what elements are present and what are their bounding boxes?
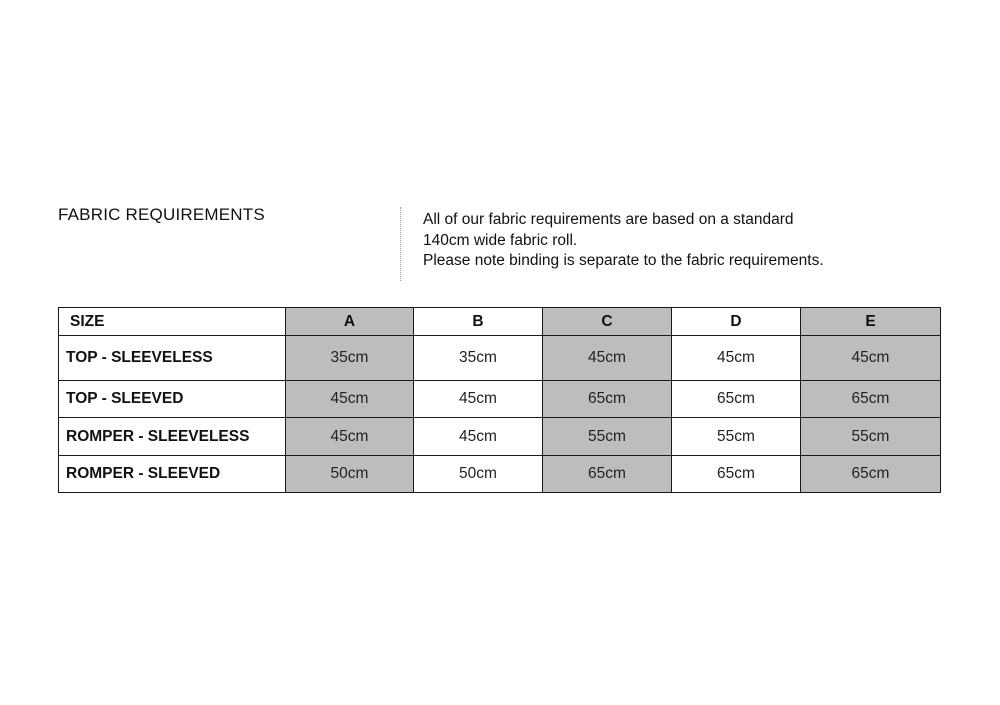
- note-line: Please note binding is separate to the fabric requirements.: [423, 252, 824, 269]
- table-cell: 45cm: [286, 418, 414, 456]
- size-column-header: SIZE: [59, 308, 286, 336]
- table-cell: 65cm: [543, 456, 672, 493]
- table-cell: 35cm: [286, 336, 414, 381]
- table-row: [59, 456, 941, 493]
- column-header-c: C: [543, 308, 672, 336]
- fabric-requirements-table: [58, 307, 941, 493]
- note-line: All of our fabric requirements are based on a standard: [423, 211, 794, 228]
- row-label: ROMPER - SLEEVED: [59, 456, 286, 493]
- table-cell: 45cm: [414, 381, 543, 418]
- table-cell: 65cm: [543, 381, 672, 418]
- table-cell: 65cm: [801, 456, 941, 493]
- table-cell: 65cm: [672, 381, 801, 418]
- table-cell: 45cm: [543, 336, 672, 381]
- row-label: TOP - SLEEVED: [59, 381, 286, 418]
- dotted-divider: [400, 207, 401, 281]
- table-row: [59, 336, 941, 381]
- page-title: FABRIC REQUIREMENTS: [58, 205, 265, 224]
- table-cell: 45cm: [286, 381, 414, 418]
- table-cell: 35cm: [414, 336, 543, 381]
- table-cell: 55cm: [801, 418, 941, 456]
- column-header-d: D: [672, 308, 801, 336]
- table-row: [59, 418, 941, 456]
- note-line: 140cm wide fabric roll.: [423, 231, 578, 249]
- row-label: ROMPER - SLEEVELESS: [59, 418, 286, 456]
- table-cell: 50cm: [286, 456, 414, 493]
- column-header-b: B: [414, 308, 543, 336]
- table-cell: 65cm: [801, 381, 941, 418]
- table-row: [59, 381, 941, 418]
- table-cell: 50cm: [414, 456, 543, 493]
- fabric-note: [423, 210, 824, 272]
- table-cell: 55cm: [543, 418, 672, 456]
- table-header-row: [59, 308, 941, 336]
- column-header-a: A: [286, 308, 414, 336]
- table-cell: 65cm: [672, 456, 801, 493]
- table-cell: 45cm: [414, 418, 543, 456]
- table-cell: 45cm: [801, 336, 941, 381]
- table-cell: 55cm: [672, 418, 801, 456]
- row-label: TOP - SLEEVELESS: [59, 336, 286, 381]
- table-cell: 45cm: [672, 336, 801, 381]
- column-header-e: E: [801, 308, 941, 336]
